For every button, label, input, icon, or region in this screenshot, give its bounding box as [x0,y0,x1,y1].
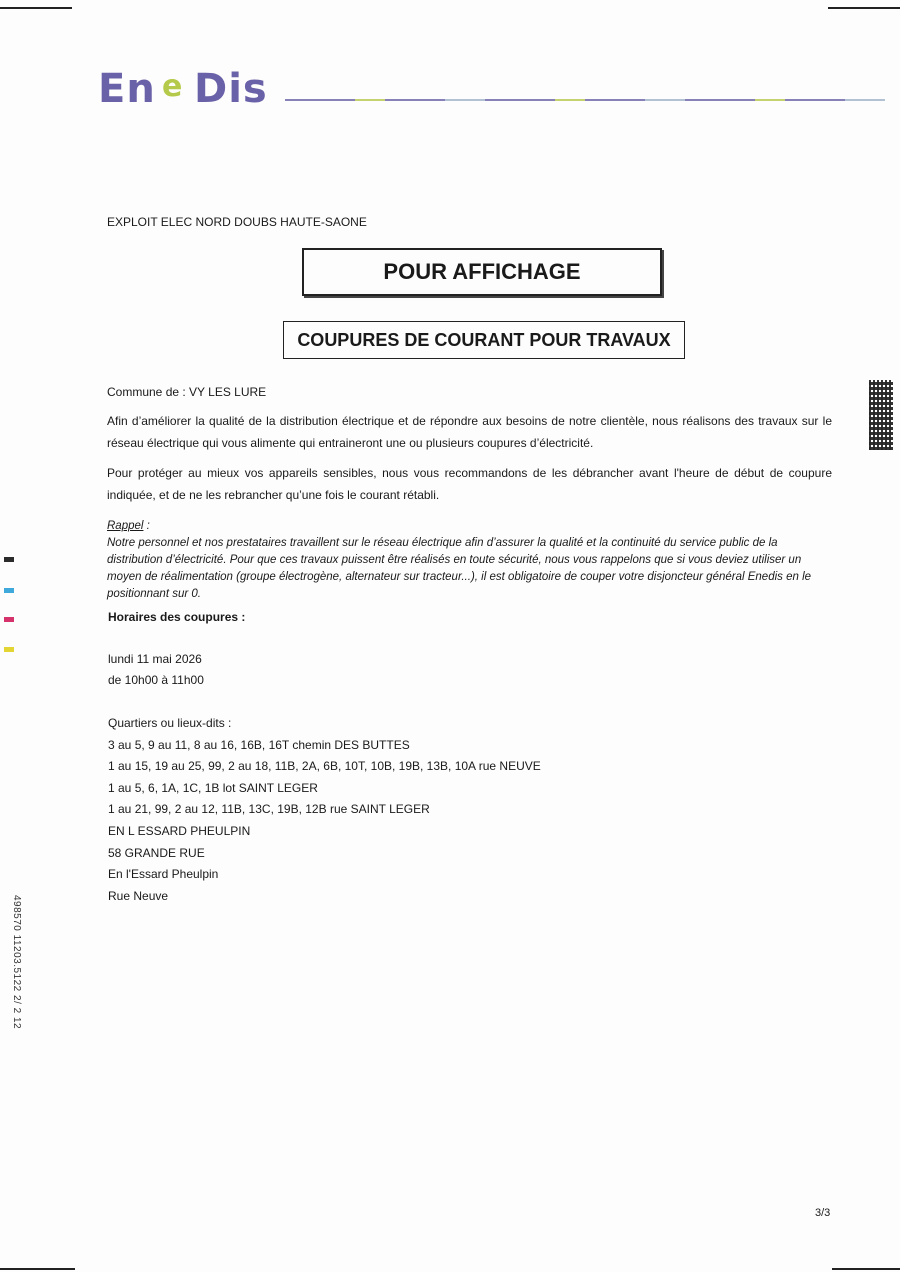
sub-title: COUPURES DE COURANT POUR TRAVAUX [297,329,671,350]
crop-mark-top-left [0,7,72,9]
schedule-time: de 10h00 à 11h00 [108,673,204,687]
rappel-text: Notre personnel et nos prestataires travaillent sur le réseau électrique afin d’assurer la qualité et la continuité du service public de la distribution d’électricité. Pour que ces travaux puissent être réalisés en toute sécurité, nous vous rappelons que si vous deviez utiliser un moyen de réalimentation (groupe électrogène, alternateur sur tracteur...), il est obligatoire de couper votre disjoncteur général Enedis en le positionnant sur 0. [107,537,812,600]
location-item: 3 au 5, 9 au 11, 8 au 16, 16B, 16T chemin DES BUTTES [108,738,410,752]
commune-line: Commune de : VY LES LURE [107,385,267,399]
svg-text:En: En [98,66,156,108]
rappel-title: Rappel [107,520,144,532]
crop-mark-top-right [828,7,900,9]
organisation-name: EXPLOIT ELEC NORD DOUBS HAUTE-SAONE [107,215,367,229]
svg-text:Dis: Dis [194,66,268,108]
header-rule [285,99,885,101]
location-item: EN L ESSARD PHEULPIN [108,824,251,838]
location-item: 1 au 15, 19 au 25, 99, 2 au 18, 11B, 2A, 6B, 10T, 10B, 19B, 13B, 10A rue NEUVE [108,759,541,773]
main-title-box [302,248,662,296]
datamatrix-code [869,380,893,450]
schedule-heading: Horaires des coupures : [108,610,246,624]
enedis-logo [98,66,270,108]
schedule-date: lundi 11 mai 2026 [108,652,202,666]
page-number: 3/3 [815,1207,831,1219]
crop-mark-bottom-left [0,1268,75,1270]
location-item: Rue Neuve [108,889,169,903]
marker-cyan [4,588,14,593]
location-item: En l'Essard Pheulpin [108,867,219,881]
location-item: 58 GRANDE RUE [108,846,205,860]
main-title: POUR AFFICHAGE [383,259,581,284]
paragraph-2: Pour protéger au mieux vos appareils sensibles, nous vous recommandons de les débrancher avant l'heure de début de coupure indiquée, et de ne les rebrancher qu’une fois le courant rétabli. [107,466,832,502]
marker-yellow [4,647,14,652]
side-reference-code: 498570 11203.5122 2/ 2 12 [11,895,22,1030]
marker-magenta [4,617,14,622]
marker-black [4,557,14,562]
crop-mark-bottom-right [832,1268,900,1270]
location-item: 1 au 5, 6, 1A, 1C, 1B lot SAINT LEGER [108,781,318,795]
sub-title-box [283,321,685,359]
rappel-block: Rappel : Notre personnel et nos prestataires travaillent sur le réseau électrique afin d’assurer la qualité et la continuité du service public de la distribution d’électricité. Pour que ces travaux puissent être réalisés en toute sécurité, nous vous rappelons que si vous deviez utiliser un moyen de réalimentation (groupe électrogène, alternateur sur tracteur...), il est obligatoire de couper votre disjoncteur général Enedis en le positionnant sur 0. [107,518,832,603]
paragraph-1: Afin d’améliorer la qualité de la distribution électrique et de répondre aux besoins de notre clientèle, nous réalisons des travaux sur le réseau électrique qui vous alimente qui entraineront une ou plusieurs coupures d’électricité. [107,414,832,450]
svg-text:e: e [162,69,183,104]
location-item: 1 au 21, 99, 2 au 12, 11B, 13C, 19B, 12B rue SAINT LEGER [108,802,430,816]
locations-heading: Quartiers ou lieux-dits : [108,716,232,730]
